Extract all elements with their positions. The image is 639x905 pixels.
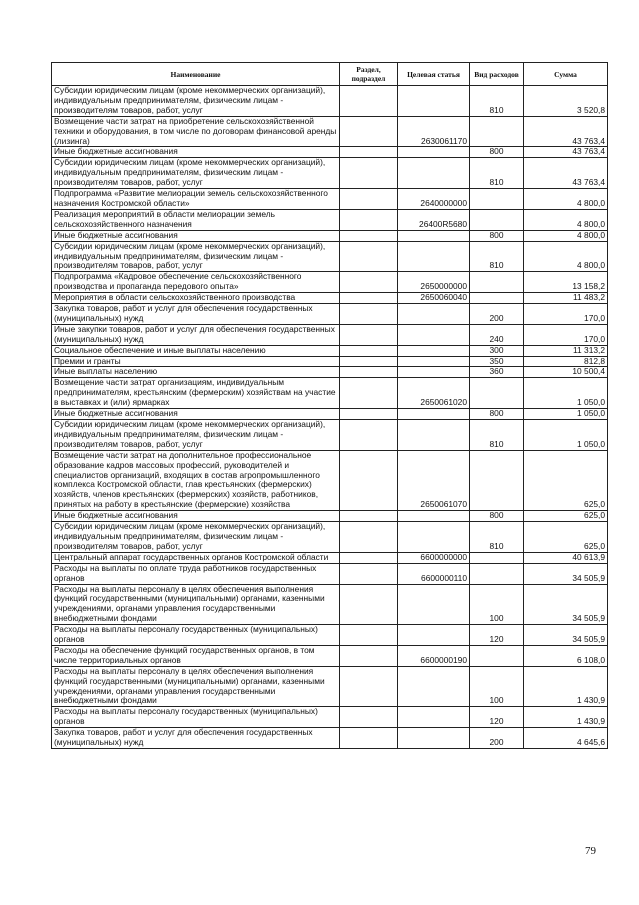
cell-section bbox=[340, 158, 398, 189]
table-row bbox=[52, 378, 608, 409]
cell-name: Центральный аппарат государственных органов Костромской области bbox=[52, 552, 340, 563]
cell-section bbox=[340, 522, 398, 553]
table-row bbox=[52, 420, 608, 451]
cell-section bbox=[340, 378, 398, 409]
cell-target: 2650061020 bbox=[398, 378, 470, 409]
cell-type bbox=[470, 645, 524, 666]
cell-type: 800 bbox=[470, 409, 524, 420]
cell-target bbox=[398, 728, 470, 749]
table-row bbox=[52, 584, 608, 625]
cell-target bbox=[398, 356, 470, 367]
cell-sum: 1 430,9 bbox=[524, 707, 608, 728]
cell-target: 2650061070 bbox=[398, 450, 470, 510]
cell-name: Социальное обеспечение и иные выплаты населению bbox=[52, 345, 340, 356]
table-row bbox=[52, 293, 608, 304]
table-body bbox=[52, 86, 608, 749]
cell-sum: 4 800,0 bbox=[524, 241, 608, 272]
cell-name: Возмещение части затрат на дополнительное профессиональное образование кадров массовых профессий, руководителей и специалистов организаций, входящих в состав агропромышленного комплекса Костромской области, глав крестьянских (фермерских) хозяйств, членов крестьянских (фермерских) хозяйств, работников, принятых на работу в крестьянские (фермерские) хозяйства bbox=[52, 450, 340, 510]
table-row bbox=[52, 356, 608, 367]
table-row bbox=[52, 345, 608, 356]
cell-name: Иные бюджетные ассигнования bbox=[52, 230, 340, 241]
cell-target bbox=[398, 522, 470, 553]
table-row bbox=[52, 189, 608, 210]
cell-sum: 11 483,2 bbox=[524, 293, 608, 304]
cell-type: 120 bbox=[470, 625, 524, 646]
cell-sum: 4 800,0 bbox=[524, 209, 608, 230]
cell-section bbox=[340, 304, 398, 325]
table-row bbox=[52, 324, 608, 345]
cell-section bbox=[340, 584, 398, 625]
table-row bbox=[52, 522, 608, 553]
cell-name: Закупка товаров, работ и услуг для обеспечения государственных (муниципальных) нужд bbox=[52, 304, 340, 325]
cell-name: Подпрограмма «Кадровое обеспечение сельскохозяйственного производства и пропаганда передового опыта» bbox=[52, 272, 340, 293]
cell-sum: 43 763,4 bbox=[524, 147, 608, 158]
cell-target: 2640000000 bbox=[398, 189, 470, 210]
cell-target bbox=[398, 420, 470, 451]
cell-type: 240 bbox=[470, 324, 524, 345]
cell-section bbox=[340, 420, 398, 451]
cell-name: Подпрограмма «Развитие мелиорации земель сельскохозяйственного назначения Костромской области» bbox=[52, 189, 340, 210]
cell-sum: 13 158,2 bbox=[524, 272, 608, 293]
cell-target: 2650060040 bbox=[398, 293, 470, 304]
cell-type bbox=[470, 450, 524, 510]
cell-section bbox=[340, 645, 398, 666]
table-row bbox=[52, 645, 608, 666]
cell-section bbox=[340, 324, 398, 345]
cell-sum: 4 645,6 bbox=[524, 728, 608, 749]
cell-name: Расходы на обеспечение функций государственных органов, в том числе территориальных органов bbox=[52, 645, 340, 666]
budget-table bbox=[51, 62, 608, 749]
table-row bbox=[52, 241, 608, 272]
cell-type bbox=[470, 563, 524, 584]
cell-section bbox=[340, 552, 398, 563]
cell-section bbox=[340, 189, 398, 210]
cell-target bbox=[398, 147, 470, 158]
table-row bbox=[52, 367, 608, 378]
table-header-row bbox=[52, 63, 608, 86]
cell-name: Иные бюджетные ассигнования bbox=[52, 147, 340, 158]
cell-section bbox=[340, 409, 398, 420]
cell-sum: 10 500,4 bbox=[524, 367, 608, 378]
cell-section bbox=[340, 356, 398, 367]
cell-section bbox=[340, 230, 398, 241]
table-row bbox=[52, 409, 608, 420]
table-row bbox=[52, 147, 608, 158]
cell-target bbox=[398, 230, 470, 241]
cell-name: Расходы на выплаты персоналу в целях обеспечения выполнения функций государственными (муниципальными) органами, казенными учреждениями, органами управления государственными внебюджетными фондами bbox=[52, 666, 340, 707]
cell-sum: 11 313,2 bbox=[524, 345, 608, 356]
cell-sum: 34 505,9 bbox=[524, 563, 608, 584]
cell-section bbox=[340, 707, 398, 728]
cell-name: Премии и гранты bbox=[52, 356, 340, 367]
header-target: Целевая статья bbox=[398, 63, 470, 86]
cell-target bbox=[398, 666, 470, 707]
cell-name: Субсидии юридическим лицам (кроме некоммерческих организаций), индивидуальным предпринимателям, физическим лицам - производителям товаров, работ, услуг bbox=[52, 158, 340, 189]
cell-type bbox=[470, 272, 524, 293]
cell-sum: 625,0 bbox=[524, 450, 608, 510]
cell-section bbox=[340, 563, 398, 584]
table-row bbox=[52, 304, 608, 325]
table-row bbox=[52, 450, 608, 510]
cell-sum: 4 800,0 bbox=[524, 230, 608, 241]
cell-type bbox=[470, 552, 524, 563]
cell-type: 360 bbox=[470, 367, 524, 378]
cell-target bbox=[398, 367, 470, 378]
cell-type bbox=[470, 293, 524, 304]
table-row bbox=[52, 728, 608, 749]
cell-name: Субсидии юридическим лицам (кроме некоммерческих организаций), индивидуальным предпринимателям, физическим лицам - производителям товаров, работ, услуг bbox=[52, 420, 340, 451]
cell-name: Иные закупки товаров, работ и услуг для обеспечения государственных (муниципальных) нужд bbox=[52, 324, 340, 345]
cell-target: 2630061170 bbox=[398, 116, 470, 147]
cell-name: Возмещение части затрат организациям, индивидуальным предпринимателям, крестьянским (фермерским) хозяйствам на участие в выставках и (или) ярмарках bbox=[52, 378, 340, 409]
cell-type: 810 bbox=[470, 420, 524, 451]
cell-sum: 43 763,4 bbox=[524, 116, 608, 147]
cell-type: 800 bbox=[470, 511, 524, 522]
cell-type: 810 bbox=[470, 158, 524, 189]
cell-section bbox=[340, 625, 398, 646]
cell-target bbox=[398, 707, 470, 728]
cell-section bbox=[340, 511, 398, 522]
cell-name: Иные бюджетные ассигнования bbox=[52, 409, 340, 420]
cell-sum: 3 520,8 bbox=[524, 86, 608, 117]
cell-type bbox=[470, 116, 524, 147]
table-row bbox=[52, 272, 608, 293]
cell-sum: 1 050,0 bbox=[524, 420, 608, 451]
cell-sum: 43 763,4 bbox=[524, 158, 608, 189]
cell-target bbox=[398, 625, 470, 646]
cell-type: 350 bbox=[470, 356, 524, 367]
cell-type: 120 bbox=[470, 707, 524, 728]
cell-section bbox=[340, 293, 398, 304]
cell-sum: 6 108,0 bbox=[524, 645, 608, 666]
cell-target: 6600000000 bbox=[398, 552, 470, 563]
cell-target: 6600000190 bbox=[398, 645, 470, 666]
header-sum: Сумма bbox=[524, 63, 608, 86]
cell-target: 2650000000 bbox=[398, 272, 470, 293]
cell-sum: 1 430,9 bbox=[524, 666, 608, 707]
cell-sum: 40 613,9 bbox=[524, 552, 608, 563]
cell-name: Расходы на выплаты персоналу государственных (муниципальных) органов bbox=[52, 625, 340, 646]
cell-section bbox=[340, 345, 398, 356]
cell-target bbox=[398, 345, 470, 356]
cell-sum: 625,0 bbox=[524, 511, 608, 522]
cell-name: Субсидии юридическим лицам (кроме некоммерческих организаций), индивидуальным предпринимателям, физическим лицам - производителям товаров, работ, услуг bbox=[52, 522, 340, 553]
table-row bbox=[52, 563, 608, 584]
cell-name: Реализация мероприятий в области мелиорации земель сельскохозяйственного назначения bbox=[52, 209, 340, 230]
cell-name: Закупка товаров, работ и услуг для обеспечения государственных (муниципальных) нужд bbox=[52, 728, 340, 749]
cell-section bbox=[340, 272, 398, 293]
header-section: Раздел, подраздел bbox=[340, 63, 398, 86]
cell-sum: 170,0 bbox=[524, 324, 608, 345]
cell-section bbox=[340, 147, 398, 158]
cell-type: 800 bbox=[470, 230, 524, 241]
cell-type: 200 bbox=[470, 304, 524, 325]
cell-section bbox=[340, 728, 398, 749]
cell-type bbox=[470, 209, 524, 230]
cell-sum: 4 800,0 bbox=[524, 189, 608, 210]
cell-target: 6600000110 bbox=[398, 563, 470, 584]
header-name: Наименование bbox=[52, 63, 340, 86]
page-number: 79 bbox=[585, 845, 596, 857]
cell-type bbox=[470, 189, 524, 210]
cell-type: 810 bbox=[470, 522, 524, 553]
cell-sum: 1 050,0 bbox=[524, 409, 608, 420]
cell-target bbox=[398, 86, 470, 117]
table-row bbox=[52, 707, 608, 728]
cell-type: 200 bbox=[470, 728, 524, 749]
table-row bbox=[52, 158, 608, 189]
table-row bbox=[52, 209, 608, 230]
cell-sum: 170,0 bbox=[524, 304, 608, 325]
cell-section bbox=[340, 86, 398, 117]
cell-type: 800 bbox=[470, 147, 524, 158]
cell-type: 810 bbox=[470, 86, 524, 117]
cell-sum: 625,0 bbox=[524, 522, 608, 553]
cell-target bbox=[398, 324, 470, 345]
cell-section bbox=[340, 450, 398, 510]
table-row bbox=[52, 625, 608, 646]
cell-section bbox=[340, 367, 398, 378]
cell-name: Возмещение части затрат на приобретение сельскохозяйственной техники и оборудования, в том числе по договорам финансовой аренды (лизинга) bbox=[52, 116, 340, 147]
cell-target bbox=[398, 511, 470, 522]
cell-name: Мероприятия в области сельскохозяйственного производства bbox=[52, 293, 340, 304]
table-row bbox=[52, 511, 608, 522]
cell-name: Расходы на выплаты персоналу государственных (муниципальных) органов bbox=[52, 707, 340, 728]
cell-sum: 34 505,9 bbox=[524, 584, 608, 625]
cell-target bbox=[398, 158, 470, 189]
cell-section bbox=[340, 241, 398, 272]
table-row bbox=[52, 116, 608, 147]
table-row bbox=[52, 230, 608, 241]
cell-section bbox=[340, 209, 398, 230]
cell-name: Субсидии юридическим лицам (кроме некоммерческих организаций), индивидуальным предпринимателям, физическим лицам - производителям товаров, работ, услуг bbox=[52, 241, 340, 272]
table-row bbox=[52, 552, 608, 563]
cell-name: Расходы на выплаты по оплате труда работников государственных органов bbox=[52, 563, 340, 584]
cell-target bbox=[398, 584, 470, 625]
cell-target: 26400R5680 bbox=[398, 209, 470, 230]
cell-target bbox=[398, 241, 470, 272]
table-row bbox=[52, 86, 608, 117]
cell-type: 100 bbox=[470, 666, 524, 707]
cell-target bbox=[398, 304, 470, 325]
cell-name: Расходы на выплаты персоналу в целях обеспечения выполнения функций государственными (муниципальными) органами, казенными учреждениями, органами управления государственными внебюджетными фондами bbox=[52, 584, 340, 625]
cell-type: 300 bbox=[470, 345, 524, 356]
cell-type bbox=[470, 378, 524, 409]
cell-sum: 812,8 bbox=[524, 356, 608, 367]
cell-target bbox=[398, 409, 470, 420]
cell-name: Иные выплаты населению bbox=[52, 367, 340, 378]
cell-section bbox=[340, 116, 398, 147]
header-type: Вид расходов bbox=[470, 63, 524, 86]
cell-section bbox=[340, 666, 398, 707]
cell-type: 810 bbox=[470, 241, 524, 272]
cell-type: 100 bbox=[470, 584, 524, 625]
cell-name: Иные бюджетные ассигнования bbox=[52, 511, 340, 522]
cell-name: Субсидии юридическим лицам (кроме некоммерческих организаций), индивидуальным предпринимателям, физическим лицам - производителям товаров, работ, услуг bbox=[52, 86, 340, 117]
table-row bbox=[52, 666, 608, 707]
cell-sum: 1 050,0 bbox=[524, 378, 608, 409]
cell-sum: 34 505,9 bbox=[524, 625, 608, 646]
